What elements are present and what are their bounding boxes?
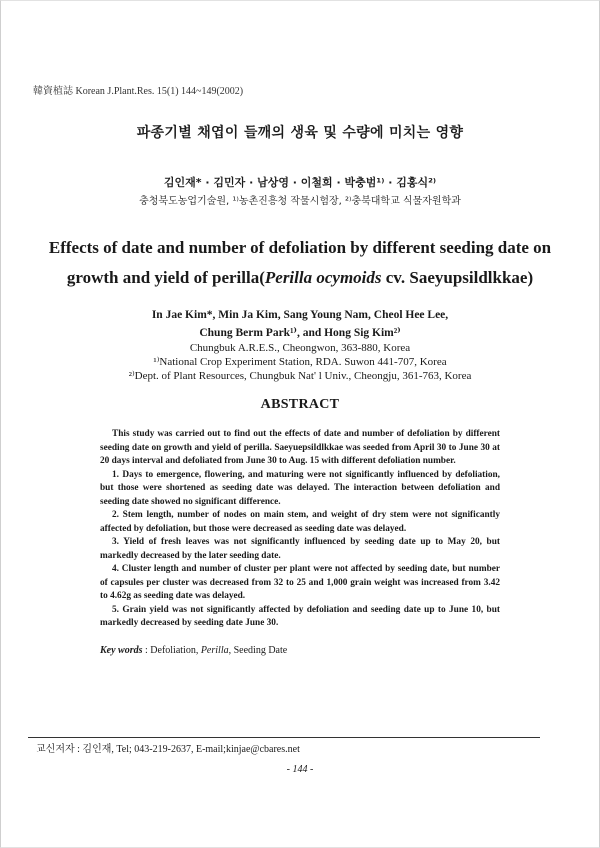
keywords-item-perilla: Perilla — [200, 645, 229, 656]
english-title-part1: Effects of date and number of defoliation by different seeding date on growth and yield of perilla( — [48, 238, 552, 287]
affiliation-1: Chungbuk A.R.E.S., Cheongwon, 363-880, Korea — [189, 342, 411, 354]
english-authors-line2: Chung Berm Park¹⁾, and Hong Sig Kim²⁾ — [199, 327, 401, 339]
abstract-paragraph: 1. Days to emergence, flowering, and maturing were not significantly influenced by defoliation, but those were shortened as seeding date was delayed. The interaction between defoliation and seeding date showed no significant difference. — [100, 469, 500, 507]
page-number: - 144 - — [286, 764, 314, 775]
english-title — [40, 233, 560, 293]
abstract-body — [100, 428, 500, 631]
keywords-label: Key words — [100, 645, 143, 656]
journal-citation: 韓資植誌 Korean J.Plant.Res. 15(1) 144~149(2002) — [33, 86, 244, 97]
affiliation-2: ¹⁾National Crop Experiment Station, RDA. Suwon 441-707, Korea — [153, 356, 447, 368]
abstract-paragraph: 3. Yield of fresh leaves was not significantly influenced by seeding date up to May 20, but markedly decreased by the later seeding date. — [100, 537, 500, 561]
abstract-paragraph: 4. Cluster length and number of cluster per plant were not affected by seeding date, but number of capsules per cluster was decreased from 32 to 25 and 1,000 grain weight was increased from 3.42 to 4.62g as seeding date was delayed. — [100, 564, 500, 601]
abstract-paragraph: 2. Stem length, number of nodes on main stem, and weight of dry stem were not significantly affected by defoliation, but those were decreased as seeding date was delayed. — [100, 510, 500, 534]
keywords-item: Defoliation, — [150, 645, 201, 656]
abstract-paragraph: This study was carried out to find out the effects of date and number of defoliation by different seeding date on growth and yield of perilla. Saeyuepsildlkkae was seeded from April 30 to June 30 at 20 days interval and defoliated from June 30 to Aug. 15 with different defoliation number. — [100, 429, 500, 466]
corresponding-author: 교신저자 : 김인재, Tel; 043-219-2637, E-mail;kinjae@cbares.net — [36, 744, 300, 755]
keywords — [100, 645, 500, 656]
english-title-species: Perilla ocymoids — [264, 268, 382, 287]
english-title-part2: cv. Saeyupsildlkkae) — [381, 268, 534, 287]
footer-divider — [28, 737, 540, 738]
korean-affiliations: 충청북도농업기술원, ¹⁾농촌진흥청 작물시험장, ²⁾충북대학교 식물자원학과 — [139, 196, 461, 207]
keywords-separator: : — [142, 645, 151, 656]
abstract-heading: ABSTRACT — [260, 397, 340, 412]
keywords-item: , Seeding Date — [228, 645, 288, 656]
korean-title: 파종기별 채엽이 들깨의 생육 및 수량에 미치는 영향 — [136, 125, 464, 141]
korean-authors: 김인재* · 김민자 · 남상영 · 이철희 · 박충범¹⁾ · 김홍식²⁾ — [163, 176, 437, 189]
english-authors — [0, 305, 600, 326]
abstract-paragraph: 5. Grain yield was not significantly affected by defoliation and seeding date up to June 10, but markedly decreased by seeding date June 30. — [100, 604, 500, 628]
english-affiliations — [0, 327, 600, 383]
english-authors-line1: In Jae Kim*, Min Ja Kim, Sang Young Nam, Cheol Hee Lee, — [151, 309, 449, 321]
affiliation-3: ²⁾Dept. of Plant Resources, Chungbuk Nat' l Univ., Cheongju, 361-763, Korea — [128, 370, 472, 382]
